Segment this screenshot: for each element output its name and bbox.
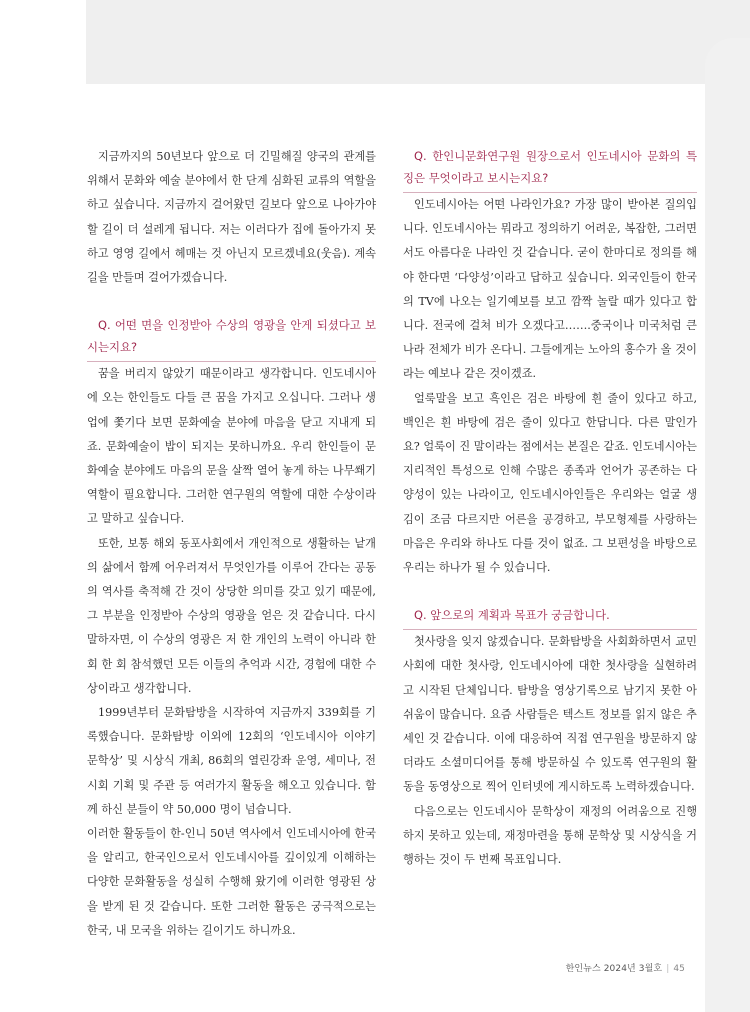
question-heading: Q. 앞으로의 계획과 목표가 궁금합니다. bbox=[403, 604, 697, 630]
side-tab bbox=[705, 38, 750, 1012]
paragraph: 지금까지의 50년보다 앞으로 더 긴밀해질 양국의 관계를 위해서 문화와 예술 분야에서 한 단계 심화된 교류의 역할을 하고 싶습니다. 지금까지 걸어왔던 길보다 앞으로 나아가야 할 길이 더 설레게 됩니다. 저는 이러다가 집에 돌아가지 못하고 영영 길에서 헤매는 것 아닌지 모르겠네요(웃음). 계속 길을 만들며 걸어가겠습니다. bbox=[87, 150, 376, 285]
question-heading: Q. 어떤 면을 인정받아 수상의 영광을 안게 되셨다고 보시는지요? bbox=[87, 314, 376, 362]
paragraph: 첫사랑을 잊지 않겠습니다. 문화탐방을 사회화하면서 교민사회에 대한 첫사랑, 인도네시아에 대한 첫사랑을 실현하려고 시작된 단체입니다. 탐방을 영상기록으로 남기지 못한 아쉬움이 많습니다. 요즘 사람들은 텍스트 정보를 읽지 않은 추세인 것 같습니다. 이에 대응하여 직접 연구원을 방문하지 않더라도 소셜미디어를 통해 방문하실 수 있도록 연구원의 활동을 동영상으로 찍어 인터넷에 게시하도록 노력하겠습니다. bbox=[403, 635, 697, 794]
paragraph: 얼룩말을 보고 흑인은 검은 바탕에 흰 줄이 있다고 하고, 백인은 흰 바탕에 검은 줄이 있다고 한답니다. 다른 말인가요? 얼룩이 진 말이라는 점에서는 본질은 같죠. 인도네시아는 지리적인 특성으로 인해 수많은 종족과 언어가 공존하는 다양성이 있는 나라이고, 인도네시아인들은 우리와는 얼굴 생김이 조금 다르지만 어른을 공경하고, 부모형제를 사랑하는 마음은 우리와 하나도 다를 것이 없죠. 그 보편성을 바탕으로 우리는 하나가 될 수 있습니다. bbox=[403, 391, 697, 575]
header-band bbox=[86, 0, 750, 84]
magazine-issue: 한인뉴스 2024년 3월호 bbox=[565, 964, 663, 974]
paragraph: 꿈을 버리지 않았기 때문이라고 생각합니다. 인도네시아에 오는 한인들도 다들 큰 꿈을 가지고 오십니다. 그러나 생업에 쫓기다 보면 문화예술 분야에 마음을 닫고 지내게 되죠. 문화예술이 밥이 되지는 못하니까요. 우리 한인들이 문화예술 분야에도 마음의 문을 살짝 열어 놓게 하는 나무쐐기 역할이 필요합니다. 그러한 연구원의 역할에 대한 수상이라고 말하고 싶습니다. bbox=[87, 367, 376, 526]
paragraph: 다음으로는 인도네시아 문학상이 재정의 어려움으로 진행하지 못하고 있는데, 재정마련을 통해 문학상 및 시상식을 거행하는 것이 두 번째 목표입니다. bbox=[403, 804, 697, 867]
paragraph: 1999년부터 문화탐방을 시작하여 지금까지 339회를 기록했습니다. 문화탐방 이외에 12회의 ‘인도네시아 이야기 문학상’ 및 시상식 개최, 86회의 열린강좌 운영, 세미나, 전시회 기획 및 주관 등 여러가지 활동을 해오고 있습니다. 함께 하신 분들이 약 50,000 명이 넘습니다. bbox=[87, 706, 376, 816]
question-heading: Q. 한인니문화연구원 원장으로서 인도네시아 문화의 특징은 무엇이라고 보시는지요? bbox=[403, 145, 697, 193]
paragraph: 이러한 활동들이 한-인니 50년 역사에서 인도네시아에 한국을 알리고, 한국인으로서 인도네시아를 깊이있게 이해하는 다양한 문화활동을 성실히 수행해 왔기에 이러한 영광된 상을 받게 된 것 같습니다. 또한 그러한 활동은 궁극적으로는 한국, 내 모국을 위하는 길이기도 하니까요. bbox=[87, 827, 376, 937]
page-footer bbox=[566, 961, 685, 974]
left-column bbox=[87, 145, 376, 943]
paragraph: 인도네시아는 어떤 나라인가요? 가장 많이 받아본 질의입니다. 인도네시아는 뭐라고 정의하기 어려운, 복잡한, 그러면서도 아름다운 나라인 것 같습니다. 굳이 한마디로 정의를 해야 한다면 ‘다양성’이라고 답하고 싶습니다. 외국인들이 한국의 TV에 나오는 일기예보를 보고 깜짝 놀랄 때가 있다고 합니다. 전국에 걸쳐 비가 오겠다고…….중국이나 미국처럼 큰 나라 전체가 비가 온다니. 그들에게는 노아의 홍수가 올 것이라는 예보나 같은 것이겠죠. bbox=[403, 198, 697, 381]
right-column bbox=[403, 145, 697, 872]
paragraph: 또한, 보통 해외 동포사회에서 개인적으로 생활하는 낱개의 삶에서 함께 어우러져서 무엇인가를 이루어 간다는 공동의 역사를 축적해 간 것이 상당한 의미를 갖고 있기 때문에, 그 부분을 인정받아 수상의 영광을 얻은 것 같습니다. 다시 말하자면, 이 수상의 영광은 저 한 개인의 노력이 아니라 한 회 한 회 참석했던 모든 이들의 추억과 시간, 경험에 대한 수상이라고 생각합니다. bbox=[87, 536, 376, 695]
page-number: 45 bbox=[673, 964, 685, 974]
footer-separator: | bbox=[666, 964, 670, 974]
